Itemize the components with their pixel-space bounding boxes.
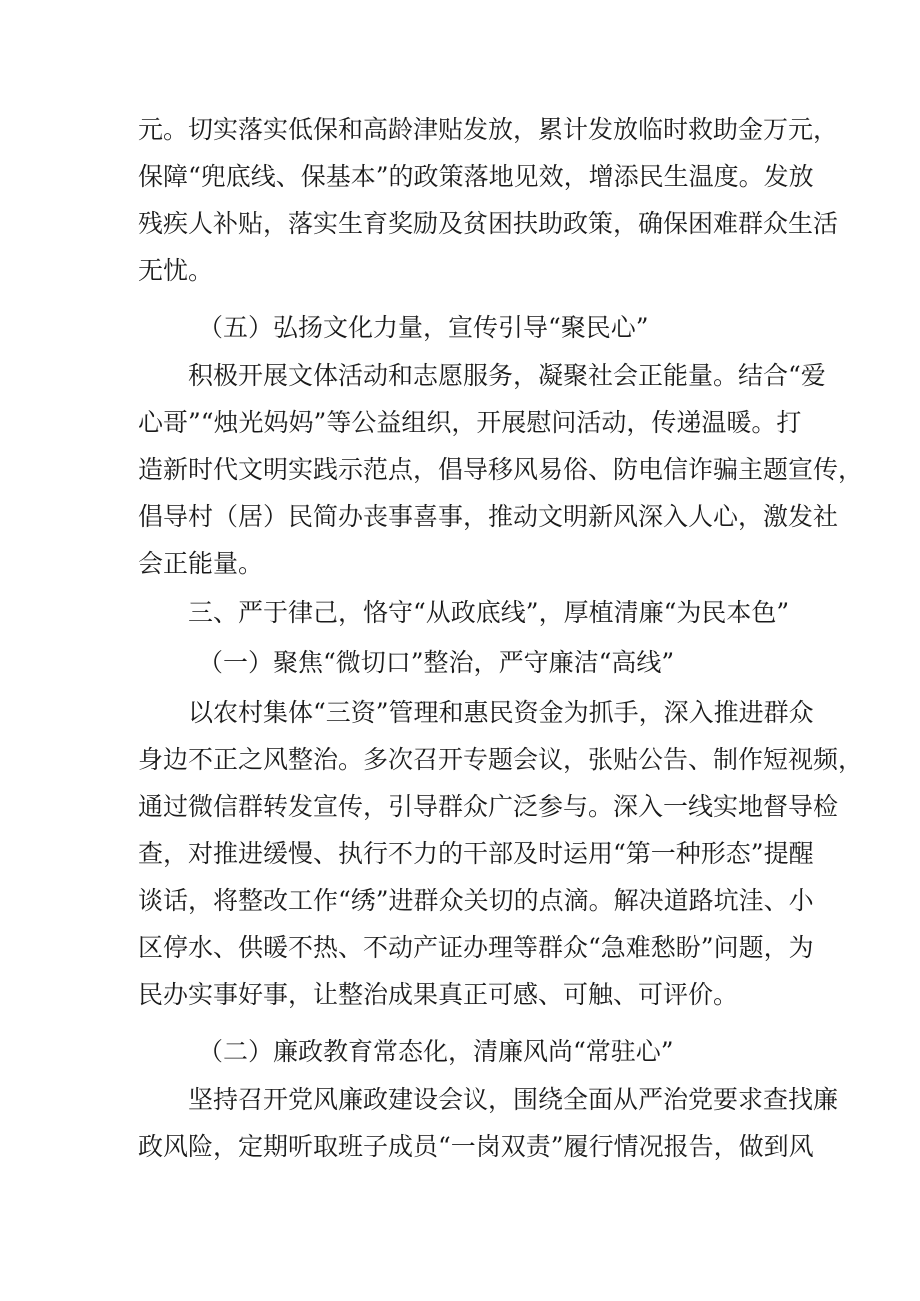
- paragraph-line: 坚持召开党风廉政建设会议，围绕全面从严治党要求查找廉: [188, 1085, 839, 1114]
- paragraph-line: 通过微信群转发宣传，引导群众广泛参与。深入一线实地督导检: [138, 792, 839, 821]
- paragraph-line: 积极开展文体活动和志愿服务，凝聚社会正能量。结合“爱: [188, 361, 826, 390]
- paragraph-line: 心哥”“烛光妈妈”等公益组织，开展慰问活动，传递温暖。打: [138, 408, 802, 437]
- section-heading: （五）弘扬文化力量，宣传引导“聚民心”: [198, 313, 649, 342]
- paragraph-line: 谈话，将整改工作“绣”进群众关切的点滴。解决道路坑洼、小: [138, 886, 814, 915]
- section-heading: （二）廉政教育常态化，清廉风尚“常驻心”: [198, 1037, 674, 1066]
- chapter-heading: 三、严于律己，恪守“从政底线”，厚植清廉“为民本色”: [188, 598, 790, 627]
- paragraph-line: 保障“兜底线、保基本”的政策落地见效，增添民生温度。发放: [138, 162, 814, 191]
- paragraph-line: 以农村集体“三资”管理和惠民资金为抓手，深入推进群众: [188, 698, 814, 727]
- section-heading: （一）聚焦“微切口”整治，严守廉洁“高线”: [198, 648, 675, 677]
- paragraph-line: 造新时代文明实践示范点，倡导移风易俗、防电信诈骗主题宣传，: [138, 455, 864, 484]
- paragraph-line: 政风险，定期听取班子成员“一岗双责”履行情况报告，做到风: [138, 1132, 814, 1161]
- paragraph-line: 元。切实落实低保和高龄津贴发放，累计发放临时救助金万元，: [138, 115, 839, 144]
- paragraph-line: 身边不正之风整治。多次召开专题会议，张贴公告、制作短视频，: [138, 745, 864, 774]
- paragraph-line: 倡导村（居）民简办丧事喜事，推动文明新风深入人心，激发社: [138, 502, 839, 531]
- paragraph-line: 民办实事好事，让整治成果真正可感、可触、可评价。: [138, 980, 739, 1009]
- paragraph-line: 残疾人补贴，落实生育奖励及贫困扶助政策，确保困难群众生活: [138, 209, 839, 238]
- paragraph-line: 区停水、供暖不热、不动产证办理等群众“急难愁盼”问题，为: [138, 933, 814, 962]
- paragraph-line: 查，对推进缓慢、执行不力的干部及时运用“第一种形态”提醒: [138, 839, 814, 868]
- paragraph-line: 会正能量。: [138, 549, 264, 578]
- paragraph-line: 无忧。: [138, 256, 214, 285]
